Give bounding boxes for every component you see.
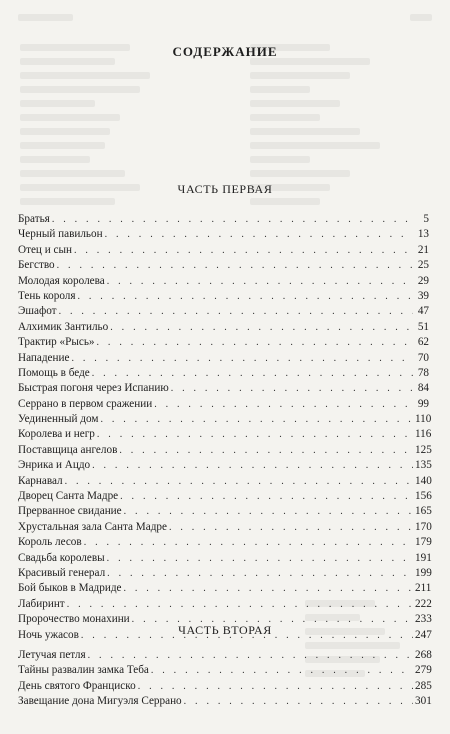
toc-entry: [18, 366, 429, 381]
toc-entry-page: 25: [417, 259, 429, 272]
toc-entry-title: Энрика и Ацдо: [18, 459, 91, 472]
dot-leader: [100, 412, 413, 427]
toc-entry: [18, 679, 432, 694]
toc-entry-title: Отец и сын: [18, 243, 72, 256]
dot-leader: [57, 258, 413, 273]
toc-entry-title: Ночь ужасов: [18, 628, 79, 641]
toc-entry-title: Алхимик Зантильо: [18, 320, 109, 333]
dot-leader: [52, 212, 413, 227]
toc-entry: [18, 663, 432, 678]
contents-heading: СОДЕРЖАНИЕ: [172, 44, 278, 59]
toc-entry-title: Тень короля: [18, 289, 76, 302]
toc-entry-title: Уединенный дом: [18, 413, 99, 426]
toc-entry-title: Быстрая погоня через Испанию: [18, 382, 169, 395]
toc-entry: [18, 489, 432, 504]
dot-leader: [171, 381, 413, 396]
dot-leader: [78, 289, 414, 304]
part-two-heading: ЧАСТЬ ВТОРАЯ: [178, 623, 272, 637]
toc-entry-page: 222: [415, 597, 432, 610]
toc-entry-page: 99: [417, 397, 429, 410]
part-one-heading: ЧАСТЬ ПЕРВАЯ: [177, 182, 273, 196]
toc-entry: [18, 304, 429, 319]
toc-entry-page: 135: [415, 459, 432, 472]
dot-leader: [84, 535, 413, 550]
toc-entry-title: Прерванное свидание: [18, 505, 122, 518]
dot-leader: [92, 458, 413, 473]
toc-entry-page: 191: [415, 551, 432, 564]
toc-entry: [18, 243, 429, 258]
toc-entry-title: Бой быков в Мадриде: [18, 582, 122, 595]
toc-entry: [18, 504, 432, 519]
toc-entry-title: Завещание дона Мигуэля Серрано: [18, 695, 182, 708]
toc-entry-title: Пророчество монахини: [18, 613, 130, 626]
dot-leader: [123, 581, 413, 596]
toc-entry-page: 62: [417, 336, 429, 349]
toc-entry: [18, 274, 429, 289]
toc-entry-page: 179: [415, 536, 432, 549]
toc-entry-page: 116: [415, 428, 432, 441]
toc-entry-page: 247: [415, 628, 432, 641]
toc-entry-title: Тайны развалин замка Теба: [18, 664, 149, 677]
dot-leader: [119, 443, 413, 458]
toc-entry-page: 5: [423, 213, 429, 225]
dot-leader: [71, 351, 413, 366]
toc-entry: [18, 351, 429, 366]
toc-entry-page: 156: [415, 490, 432, 503]
toc-entry: [18, 551, 432, 566]
toc-entry-page: 47: [417, 305, 429, 318]
dot-leader: [92, 366, 413, 381]
toc-entry-title: Братья: [18, 213, 50, 225]
toc-entry: [18, 474, 432, 489]
toc-entry-title: Хрустальная зала Санта Мадре: [18, 520, 167, 533]
toc-entry-page: 78: [417, 366, 429, 379]
toc-entry: [18, 397, 429, 412]
dot-leader: [88, 648, 413, 663]
toc-entry-title: Карнавал: [18, 474, 63, 487]
toc-entry: [18, 427, 432, 442]
toc-entry-page: 285: [415, 679, 432, 692]
toc-entry: [18, 520, 432, 535]
toc-entry-title: Помощь в беде: [18, 366, 90, 379]
toc-entry-title: Дворец Санта Мадре: [18, 490, 119, 503]
toc-entry-page: 51: [417, 320, 429, 333]
toc-entry: [18, 335, 429, 350]
dot-leader: [110, 320, 413, 335]
toc-entry: [18, 458, 432, 473]
toc-entry: [18, 581, 432, 596]
toc-entry: [18, 597, 432, 612]
toc-entry-page: 170: [415, 520, 432, 533]
dot-leader: [151, 663, 413, 678]
toc-entry-title: Трактир «Рысь»: [18, 336, 95, 349]
dot-leader: [154, 397, 413, 412]
dot-leader: [67, 597, 413, 612]
toc-entry: [18, 381, 429, 396]
toc-entry-title: Бегство: [18, 259, 55, 272]
toc-entry-title: Король лесов: [18, 536, 82, 549]
toc-entry: [18, 566, 432, 581]
toc-entry: [18, 320, 429, 335]
part-two-toc: [18, 648, 432, 710]
toc-entry-page: 140: [415, 474, 432, 487]
toc-entry-page: 279: [415, 664, 432, 677]
toc-entry-page: 39: [417, 289, 429, 302]
part-one-toc: [18, 212, 432, 643]
dot-leader: [184, 694, 413, 709]
toc-entry-title: Серрано в первом сражении: [18, 397, 153, 410]
toc-entry: [18, 258, 429, 273]
toc-entry: [18, 694, 432, 709]
toc-entry-page: 233: [415, 613, 432, 626]
toc-entry-page: 211: [415, 582, 432, 595]
toc-entry-title: День святого Франциско: [18, 679, 136, 692]
toc-entry-page: 29: [417, 274, 429, 287]
dot-leader: [105, 227, 413, 242]
toc-entry-page: 301: [415, 695, 432, 708]
toc-entry-page: 125: [415, 443, 432, 456]
toc-entry-page: 21: [417, 243, 429, 256]
toc-entry-title: Королева и негр: [18, 428, 95, 441]
dot-leader: [169, 520, 413, 535]
toc-entry-title: Эшафот: [18, 305, 57, 318]
dot-leader: [107, 566, 413, 581]
dot-leader: [65, 474, 413, 489]
toc-entry-page: 110: [415, 413, 432, 426]
dot-leader: [59, 304, 413, 319]
toc-entry: [18, 289, 429, 304]
toc-entry: [18, 412, 432, 427]
toc-entry-title: Черный павильон: [18, 228, 103, 241]
dot-leader: [107, 551, 413, 566]
toc-entry-page: 268: [415, 649, 432, 661]
dot-leader: [74, 243, 413, 258]
toc-entry: [18, 648, 432, 663]
toc-entry-page: 165: [415, 505, 432, 518]
toc-entry-page: 199: [415, 566, 432, 579]
dot-leader: [120, 489, 413, 504]
toc-entry-page: 84: [417, 382, 429, 395]
toc-entry: [18, 535, 432, 550]
toc-entry-title: Поставщица ангелов: [18, 443, 118, 456]
toc-entry: [18, 443, 432, 458]
toc-entry-page: 70: [417, 351, 429, 364]
toc-entry-title: Нападение: [18, 351, 70, 364]
toc-entry-page: 13: [417, 228, 429, 241]
toc-entry-title: Молодая королева: [18, 274, 105, 287]
toc-entry-title: Красивый генерал: [18, 566, 106, 579]
toc-entry-title: Свадьба королевы: [18, 551, 105, 564]
dot-leader: [107, 274, 413, 289]
dot-leader: [124, 504, 413, 519]
dot-leader: [97, 335, 413, 350]
toc-entry-title: Лабиринт: [18, 597, 65, 610]
toc-entry: [18, 227, 429, 242]
dot-leader: [138, 679, 413, 694]
toc-entry-title: Летучая петля: [18, 649, 86, 661]
dot-leader: [97, 427, 413, 442]
toc-entry: [18, 212, 429, 227]
